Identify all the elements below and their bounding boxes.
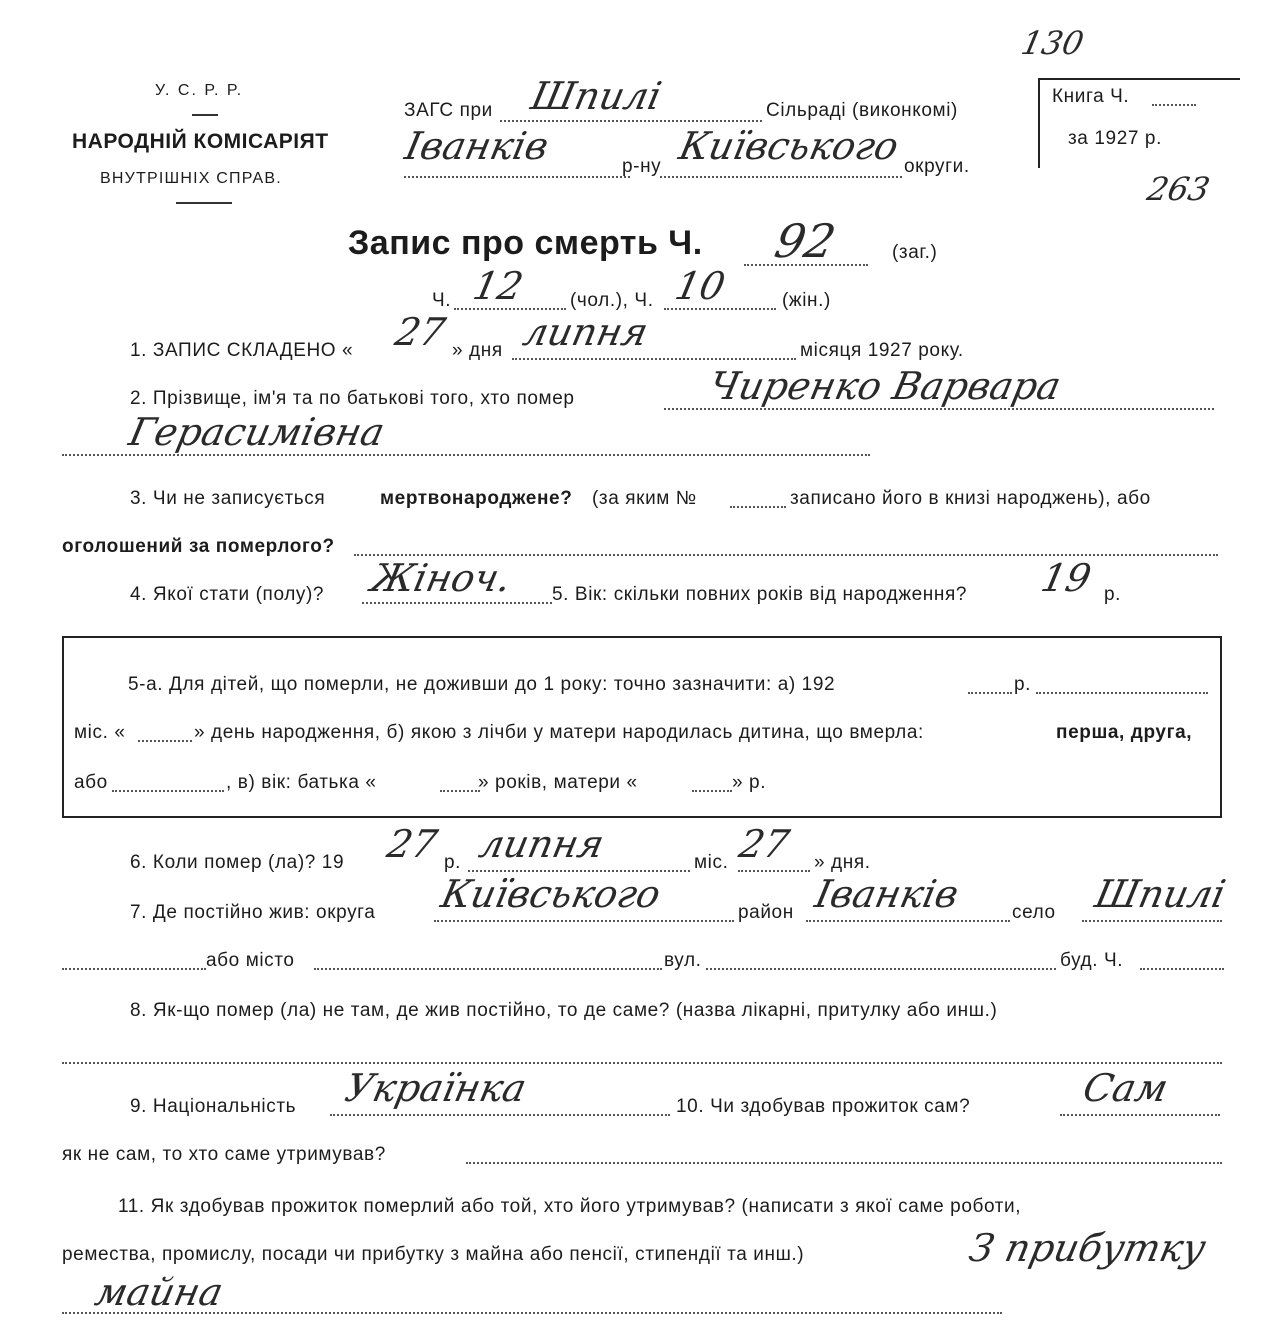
fill-line	[362, 602, 552, 604]
fill-line	[738, 870, 810, 872]
age-handwritten: 19	[1037, 556, 1096, 600]
fill-line	[62, 454, 870, 456]
item5a-year-unit: р.	[1014, 674, 1032, 695]
divider	[176, 202, 232, 204]
item1-label: 1. ЗАПИС СКЛАДЕНО «	[130, 340, 354, 361]
fill-line	[62, 1062, 1222, 1064]
fill-line	[404, 176, 630, 178]
fill-line	[1036, 692, 1208, 694]
item6-day-label: » дня.	[814, 852, 871, 873]
livelihood2-handwritten: майна	[91, 1270, 228, 1314]
item11-line2: ремества, промислу, посади чи прибутку з майна або пенсії, стипендії та инш.)	[62, 1244, 805, 1265]
page-number2-handwritten: 263	[1143, 170, 1214, 208]
item5-age-label: 5. Вік: скільки повних років від народження?	[552, 584, 968, 605]
district-handwritten: Іванків	[401, 124, 553, 168]
item5a-line3a: або	[74, 772, 108, 793]
female-count-handwritten: 10	[671, 264, 730, 308]
item9-label: 9. Національність	[130, 1096, 297, 1117]
divider	[192, 114, 218, 116]
fill-line	[112, 790, 224, 792]
item3-stillborn: мертвонароджене?	[380, 488, 573, 509]
item3-text1: 3. Чи не записується	[130, 488, 326, 509]
livelihood-handwritten: З прибутку	[965, 1226, 1210, 1270]
fill-line	[1152, 104, 1196, 106]
fill-line	[1060, 1114, 1220, 1116]
okrug-handwritten: Київського	[675, 124, 903, 168]
item1-day-label: » дня	[452, 340, 503, 361]
fill-line	[500, 120, 762, 122]
item1-month-handwritten: липня	[519, 310, 653, 354]
female-label: (жін.)	[782, 290, 831, 311]
item5a-line3c: » років, матери «	[478, 772, 638, 793]
record-number-handwritten: 92	[770, 214, 841, 268]
fill-line	[660, 176, 902, 178]
age-unit: р.	[1104, 584, 1122, 605]
department-label: ВНУТРІШНІХ СПРАВ.	[100, 170, 282, 187]
zags-village-handwritten: Шпилі	[527, 74, 666, 118]
item5a-line3b: , в) вік: батька «	[226, 772, 377, 793]
street-label: вул.	[664, 950, 702, 971]
residence-okrug-handwritten: Київського	[437, 872, 665, 916]
residence-village-handwritten: Шпилі	[1091, 872, 1230, 916]
ch-label: Ч.	[432, 290, 452, 311]
self-support-handwritten: Сам	[1079, 1066, 1172, 1110]
city-label: або місто	[206, 950, 295, 971]
fill-line	[314, 968, 662, 970]
usrr-label: У. С. Р. Р.	[155, 82, 244, 99]
item2-label: 2. Прізвище, ім'я та по батькові того, хто помер	[130, 388, 575, 409]
fill-line	[440, 790, 480, 792]
zag-label: (заг.)	[892, 242, 938, 263]
item7-label: 7. Де постійно жив: округа	[130, 902, 376, 923]
deceased-name-handwritten: Чиренко Варвара	[705, 364, 1065, 408]
okrugy-label: округи.	[904, 156, 970, 177]
item6-label: 6. Коли помер (ла)? 19	[130, 852, 345, 873]
fill-line	[664, 308, 776, 310]
fill-line	[968, 692, 1012, 694]
item5a-line3d: » р.	[732, 772, 767, 793]
death-day-handwritten: 27	[735, 822, 794, 866]
item3-text3: записано його в книзі народжень), або	[790, 488, 1151, 509]
item5a-line2a: міс. «	[74, 722, 126, 743]
fill-line	[330, 1114, 670, 1116]
book-label: Книга Ч.	[1052, 86, 1130, 107]
rayon-label: район	[738, 902, 794, 923]
fill-line	[706, 968, 1056, 970]
council-label: Сільраді (виконкомі)	[766, 100, 958, 121]
fill-line	[138, 740, 192, 742]
deceased-patronymic-handwritten: Герасимівна	[125, 410, 389, 454]
fill-line	[1140, 968, 1224, 970]
fill-line	[730, 506, 786, 508]
fill-line	[466, 1162, 1222, 1164]
book-year: за 1927 р.	[1068, 128, 1162, 149]
item6-year-unit: р.	[444, 852, 462, 873]
residence-rayon-handwritten: Іванків	[811, 872, 963, 916]
nationality-handwritten: Українка	[341, 1066, 531, 1110]
building-label: буд. Ч.	[1060, 950, 1124, 971]
fill-line	[434, 920, 734, 922]
page-number-handwritten: 130	[1017, 24, 1088, 62]
death-month-handwritten: липня	[475, 822, 609, 866]
record-title: Запис про смерть Ч.	[348, 224, 703, 262]
item11-line1: 11. Як здобував прожиток померлий або той, хто його утримував? (написати з якої саме роботи,	[118, 1196, 1022, 1217]
male-label: (чол.), Ч.	[570, 290, 654, 311]
item6-month-label: міс.	[694, 852, 729, 873]
fill-line	[664, 408, 1214, 410]
commissariat-title: НАРОДНІЙ КОМІСАРІЯТ	[72, 130, 329, 153]
fill-line	[62, 1312, 1002, 1314]
item10-label: 10. Чи здобував прожиток сам?	[676, 1096, 971, 1117]
r-nu-label: р-ну	[622, 156, 662, 177]
item1-year-label: місяця 1927 року.	[800, 340, 964, 361]
fill-line	[806, 920, 1010, 922]
item3-declared-dead: оголошений за померлого?	[62, 536, 335, 557]
item4-label: 4. Якої стати (полу)?	[130, 584, 325, 605]
fill-line	[1082, 920, 1222, 922]
sex-handwritten: Жіноч.	[367, 556, 516, 600]
item1-day-handwritten: 27	[391, 310, 450, 354]
item5a-line2b: » день народження, б) якою з лічби у матери народилась дитина, що вмерла:	[194, 722, 924, 743]
item8-label: 8. Як-що помер (ла) не там, де жив постійно, то де саме? (назва лікарні, притулку або инш.)	[130, 1000, 998, 1021]
fill-line	[512, 358, 796, 360]
item3-text2: (за яким №	[592, 488, 697, 509]
fill-line	[692, 790, 732, 792]
selo-label: село	[1012, 902, 1056, 923]
zags-prefix: ЗАГС при	[404, 100, 493, 121]
death-year-handwritten: 27	[383, 822, 442, 866]
item5a-line1: 5-а. Для дітей, що померли, не доживши до 1 року: точно зазначити: а) 192	[128, 674, 836, 695]
supporter-label: як не сам, то хто саме утримував?	[62, 1144, 386, 1165]
fill-line	[62, 968, 206, 970]
male-count-handwritten: 12	[469, 264, 528, 308]
item5a-birth-order: перша, друга,	[1056, 722, 1193, 743]
